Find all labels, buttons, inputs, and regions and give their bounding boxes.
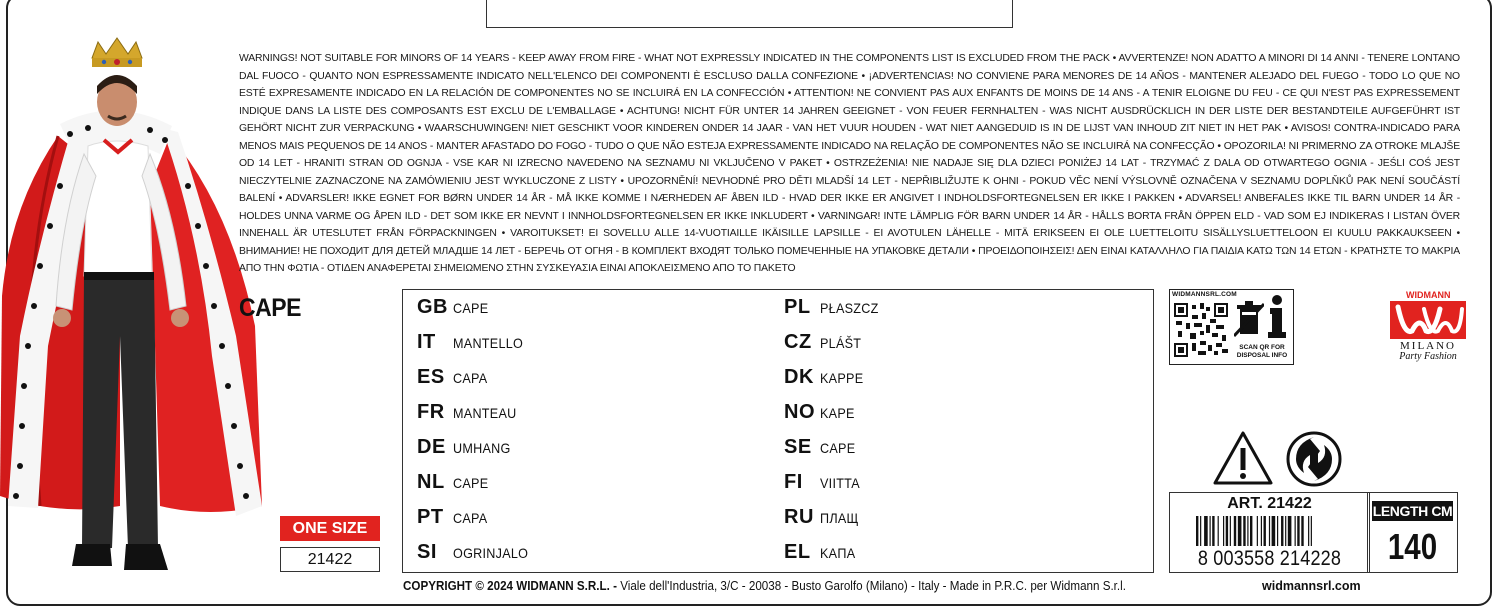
lang-row-fi: [784, 471, 864, 501]
lang-word: OGRINJALO: [453, 545, 529, 561]
warnings-text: WARNINGS! NOT SUITABLE FOR MINORS OF 14 YEARS - KEEP AWAY FROM FIRE - WHAT NOT EXPRESSLY INDICATED IN THE COMPONENTS LIST IS EXCLUDED FROM THE PACK • AVVERTENZE! NON ADATTO A MINORI DI 14 ANNI - TENERE LONTANO DAL FUOCO - QUANTO NON ESPRESSAMENTE INDICATO NELL'ELENCO DEI COMPONENTI È ESCLUSO DALLA CONFEZIONE • ¡ADVERTENCIAS! NO CONVIENE PARA MENORES DE 14 AÑOS - MANTENER ALEJADO DEL FUEGO - TODO LO QUE NO ESTÉ EXPRESAMENTE INDICADO EN LA RELACIÓN DE COMPONENTES NO SE INCLUIRÁ EN LA CONFECCIÓN • ATTENTION! NE CONVIENT PAS AUX ENFANTS DE MOINS DE 14 ANS - A TENIR ELOIGNE DU FEU - CE QUI N'EST PAS EXPRESSEMENT INDIQUE DANS LA LISTE DES COMPOSANTS EST EXCLU DE L'EMBALLAGE • ACHTUNG! NICHT FÜR UNTER 14 JAHREN GEEIGNET - VON FEUER FERNHALTEN - WAS NICHT AUSDRÜCKLICH IN DER LISTE DER BESTANDTEILE AUFGEFÜHRT IST GEHÖRT NICHT ZUR VERPACKUNG • WAARSCHUWINGEN! NIET GESCHIKT VOOR KINDEREN ONDER 14 JAAR - VAN HET VUUR HOUDEN - WAT NIET AANGEDUID IS IN DE LIJST VAN INHOUD ZIT NIET IN HET PAK • AVISOS! CONTRA-INDICADO PARA MENOS MAIS PEQUENOS DE 14 ANOS - MANTER AFASTADO DO FOGO - TUDO O QUE NÃO ESTEJA EXPRESSAMENTE INDICADO NA RELAÇÃO DE COMPONENTES NÃO SE INCLUIRÁ NA CONFECÇÃO • OPOZORILA! NI PRIMERNO ZA OTROKE MLAJŠE OD 14 LET - HRANITI STRAN OD OGNJA - VSE KAR NI IZRECNO NAVEDENO NA SEZNAMU NI VKLJUČENO V PAKET • OSTRZEŻENIA! NIE NADAJE SIĘ DLA DZIECI PONIŻEJ 14 LAT - TRZYMAĆ Z DALA OD OTWARTEGO OGNIA - JEŚLI COŚ JEST NIECZYTELNIE ZAZNACZONE NA ZAMÓWIENIU JEST WYKLUCZONE Z LISTY • UPOZORNĚNÍ! NEVHODNÉ PRO DĚTI MLADŠÍ 14 LET - NEPŘIBLIŽUJTE K OHNI - POKUD VĚC NENÍ VÝSLOVNĚ OZNAČENA V SEZNAMU DOPLŇKŮ PAK NENÍ SOUČÁSTÍ BALENÍ • ADVARSLER! IKKE EGNET FOR BØRN UNDER 14 ÅR - MÅ IKKE KOMME I NÆRHEDEN AF ÅBEN ILD - HVAD DER IKKE ER ANGIVET I INDHOLDSFORTEGNELSEN ER IKKE I PAKKEN • ADVARSEL! ANBEFALES IKKE TIL BARN UNDER 14 ÅR - HOLDES UNNA VARME OG ÅPEN ILD - DET SOM IKKE ER NEVNT I INNHOLDSFORTEGNELSEN ER IKKE INKLUDERT • VARNINGAR! INTE LÄMPLIG FÖR BARN UNDER 14 ÅR - HÅLLS BORTA FRÅN ÖPPEN ELD - VAD SOM EJ INDIKERAS I LISTAN ÖVER INNEHALL ÄR UTESLUTET FRÅN FÖRPACKNINGEN • VAROITUKSET! EI SOVELLU ALLE 14-VUOTIAILLE IKÄISILLE LAPSILLE - EI AVOTULEN LÄHELLE - MITÄ ERIKSEEN EI OLE LUETTELOITU SISÄLLYSLUETTELOON EI KUULU PAKKAUKSEEN • ВНИМАНИЕ! НЕ ПОХОДИТ ДЛЯ ДЕТЕЙ МЛАДШЕ 14 ЛЕТ - БЕРЕЧЬ ОТ ОГНЯ - В КОМПЛЕКТ ВХОДЯТ ТОЛЬКО ПОМЕЧЕННЫЕ НА УПАКОВКЕ ДЕТАЛИ • ΠΡΟΕΙΔΟΠΟΙΗΣΕΙΣ! ΔΕΝ ΕΙΝΑΙ ΚΑΤΑΛΛΗΛΟ ΓΙΑ ΠΑΙΔΙΑ ΚΑΤΩ ΤΩΝ 14 ΕΤΩΝ - ΚΡΑΤΗΣΤΕ ΤΟ ΜΑΚΡΙΑ ΑΠΟ ΤΗΝ ΦΩΤΙΑ - ΟΤΙΔΕΝ ΑΝΑΦΕΡΕΤΑΙ ΣΗΜΕΙΩΜΕΝΟ ΣΤΗΝ ΣΥΣΚΕΥΑΣΙΑ ΕΙΝΑΙ ΑΠΟΚΛΕΙΣΜΕΝΟ ΑΠΟ ΤΟ ΠΑΚΕΤΟ: [239, 53, 1460, 274]
lang-code: NL: [417, 471, 445, 493]
lang-code: FR: [417, 401, 445, 423]
recycling-bin-icon: [1234, 296, 1264, 340]
lang-word: KAPE: [820, 405, 855, 421]
qr-caption-line1: SCAN QR FOR: [1239, 344, 1285, 351]
lang-row-ru: [784, 506, 863, 536]
lang-word: CAPE: [820, 440, 856, 456]
lang-word: CAPA: [453, 370, 488, 386]
lang-row-dk: [784, 366, 868, 396]
recycle-symbol-icon: [1286, 431, 1342, 487]
qr-code-icon[interactable]: [1174, 300, 1228, 360]
lang-row-nl: [417, 471, 492, 501]
lang-word: VIITTA: [820, 475, 860, 491]
copyright-line: [403, 579, 1126, 593]
widmann-logo: [1388, 288, 1468, 366]
lang-word: ΚΑΠΑ: [820, 545, 856, 561]
qr-disposal-block: [1169, 289, 1294, 365]
lang-word: UMHANG: [453, 440, 511, 456]
logo-brand: WIDMANN: [1406, 290, 1451, 300]
lang-word: ПЛАЩ: [820, 510, 859, 526]
lang-row-de: [417, 436, 517, 466]
qr-caption: [1233, 344, 1291, 360]
logo-city: MILANO: [1400, 340, 1456, 352]
lang-word: MANTELLO: [453, 335, 524, 351]
lang-row-cz: [784, 331, 866, 361]
lang-word: PŁASZCZ: [820, 300, 879, 316]
lang-code: IT: [417, 331, 436, 353]
lang-row-es: [417, 366, 491, 396]
info-icon: [1265, 294, 1289, 340]
qr-caption-line2: DISPOSAL INFO: [1236, 352, 1288, 359]
lang-code: DK: [784, 366, 814, 388]
lang-row-it: [417, 331, 531, 361]
lang-code: DE: [417, 436, 446, 458]
lang-word: MANTEAU: [453, 405, 517, 421]
length-block: [1367, 492, 1458, 573]
product-name: CAPE: [239, 294, 302, 322]
lang-word: CAPA: [453, 510, 488, 526]
lang-code: SE: [784, 436, 812, 458]
lang-row-si: [417, 541, 537, 571]
lang-code: NO: [784, 401, 815, 423]
widmann-w-icon: [1390, 301, 1466, 339]
logo-tagline: Party Fashion: [1399, 351, 1457, 362]
length-label: LENGTH CM: [1372, 503, 1453, 519]
lang-word: CAPE: [453, 300, 489, 316]
lang-code: PL: [784, 296, 811, 318]
company-address: Viale dell'Industria, 3/C - 20038 - Busto Garolfo (Milano) - Italy - Made in P.R.C. per Widmann S.r.l.: [620, 579, 1126, 593]
lang-code: EL: [784, 541, 811, 563]
lang-code: GB: [417, 296, 448, 318]
lang-code: RU: [784, 506, 814, 528]
lang-word: PLÁŠT: [820, 335, 862, 351]
lang-row-fr: [417, 401, 524, 431]
lang-code: SI: [417, 541, 437, 563]
article-block: [1169, 492, 1370, 573]
article-number: ART. 21422: [1227, 495, 1312, 512]
top-label-box: [486, 0, 1013, 28]
lang-code: ES: [417, 366, 445, 388]
barcode-icon: [1196, 516, 1346, 546]
size-code: 21422: [280, 547, 380, 572]
barcode-number: 8 003558 214228: [1197, 547, 1342, 570]
length-value: 140: [1387, 526, 1438, 567]
lang-row-el: [784, 541, 859, 571]
lang-row-pl: [784, 296, 885, 326]
lang-row-se: [784, 436, 859, 466]
language-table: [402, 289, 1154, 573]
copyright-notice: COPYRIGHT © 2024 WIDMANN S.R.L. -: [403, 579, 621, 593]
size-badge: ONE SIZE: [280, 516, 380, 541]
website-link[interactable]: widmannsrl.com: [1262, 579, 1361, 593]
lang-row-no: [784, 401, 859, 431]
lang-word: KAPPE: [820, 370, 864, 386]
lang-row-pt: [417, 506, 491, 536]
lang-word: CAPE: [453, 475, 489, 491]
warning-triangle-icon: [1212, 430, 1274, 486]
lang-code: CZ: [784, 331, 812, 353]
qr-site-label: WIDMANNSRL.COM: [1172, 291, 1237, 298]
lang-code: FI: [784, 471, 803, 493]
lang-code: PT: [417, 506, 444, 528]
model-image: [0, 36, 270, 598]
lang-row-gb: [417, 296, 492, 326]
